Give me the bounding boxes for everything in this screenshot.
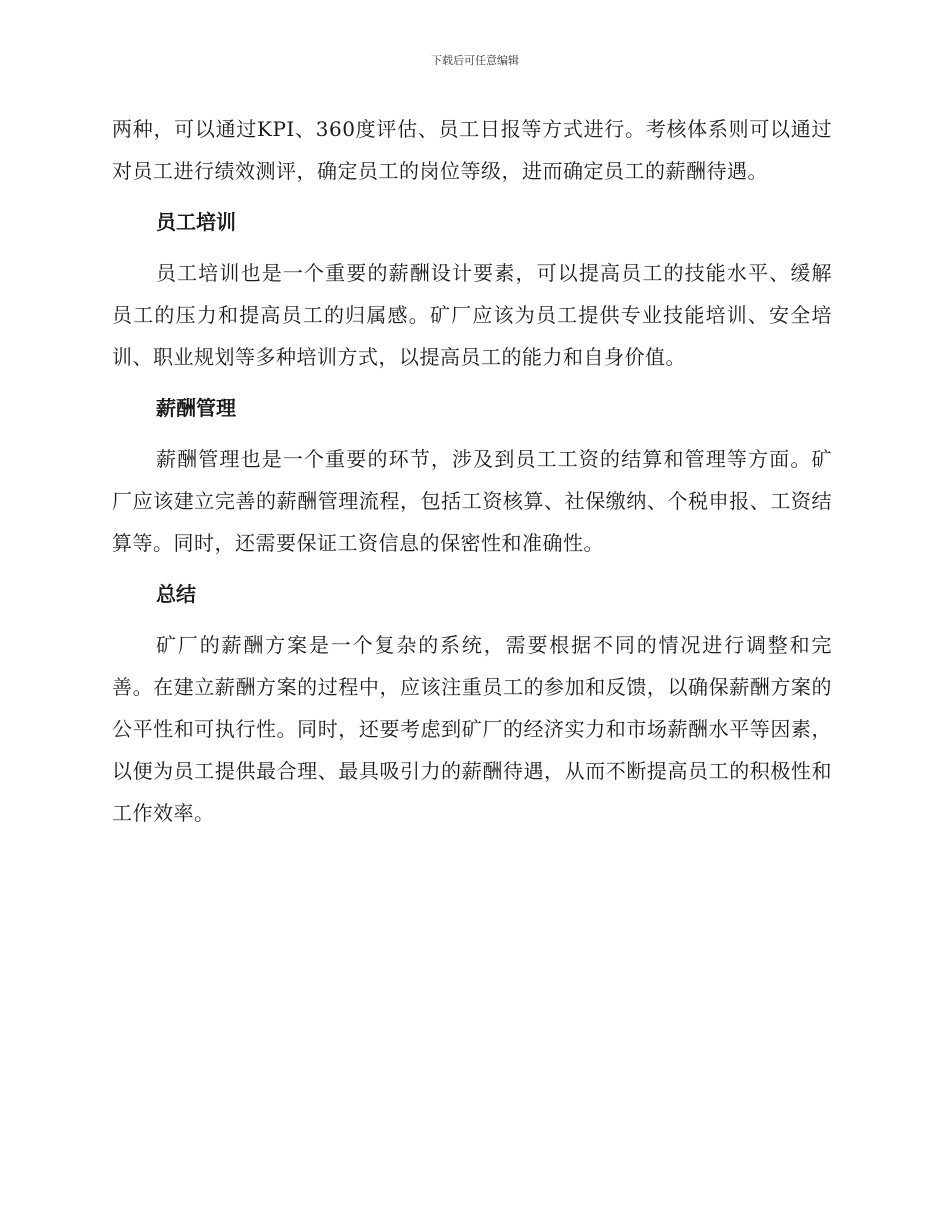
section-paragraph-summary: 矿厂的薪酬方案是一个复杂的系统，需要根据不同的情况进行调整和完善。在建立薪酬方案的过程中，应该注重员工的参加和反馈，以确保薪酬方案的公平性和可执行性。同时，还要考虑到矿厂的经济实力和市场薪酬水平等因素，以便为员工提供最合理、最具吸引力的薪酬待遇，从而不断提高员工的积极性和工作效率。 (112, 633, 832, 825)
section-paragraph-salary-management: 薪酬管理也是一个重要的环节，涉及到员工工资的结算和管理等方面。矿厂应该建立完善的薪酬管理流程，包括工资核算、社保缴纳、个税申报、工资结算等。同时，还需要保证工资信息的保密性和准确性。 (112, 447, 832, 555)
page-header: 下载后可任意编辑 (431, 54, 519, 67)
document-body (112, 108, 832, 834)
section-heading-summary: 总结 (156, 582, 196, 606)
section-heading-salary-management: 薪酬管理 (156, 396, 236, 420)
intro-paragraph: 两种，可以通过KPI、360度评估、员工日报等方式进行。考核体系则可以通过对员工进行绩效测评，确定员工的岗位等级，进而确定员工的薪酬待遇。 (112, 117, 832, 183)
section-paragraph-training: 员工培训也是一个重要的薪酬设计要素，可以提高员工的技能水平、缓解员工的压力和提高员工的归属感。矿厂应该为员工提供专业技能培训、安全培训、职业规划等多种培训方式，以提高员工的能力和自身价值。 (112, 261, 832, 369)
section-heading-training: 员工培训 (156, 210, 236, 234)
